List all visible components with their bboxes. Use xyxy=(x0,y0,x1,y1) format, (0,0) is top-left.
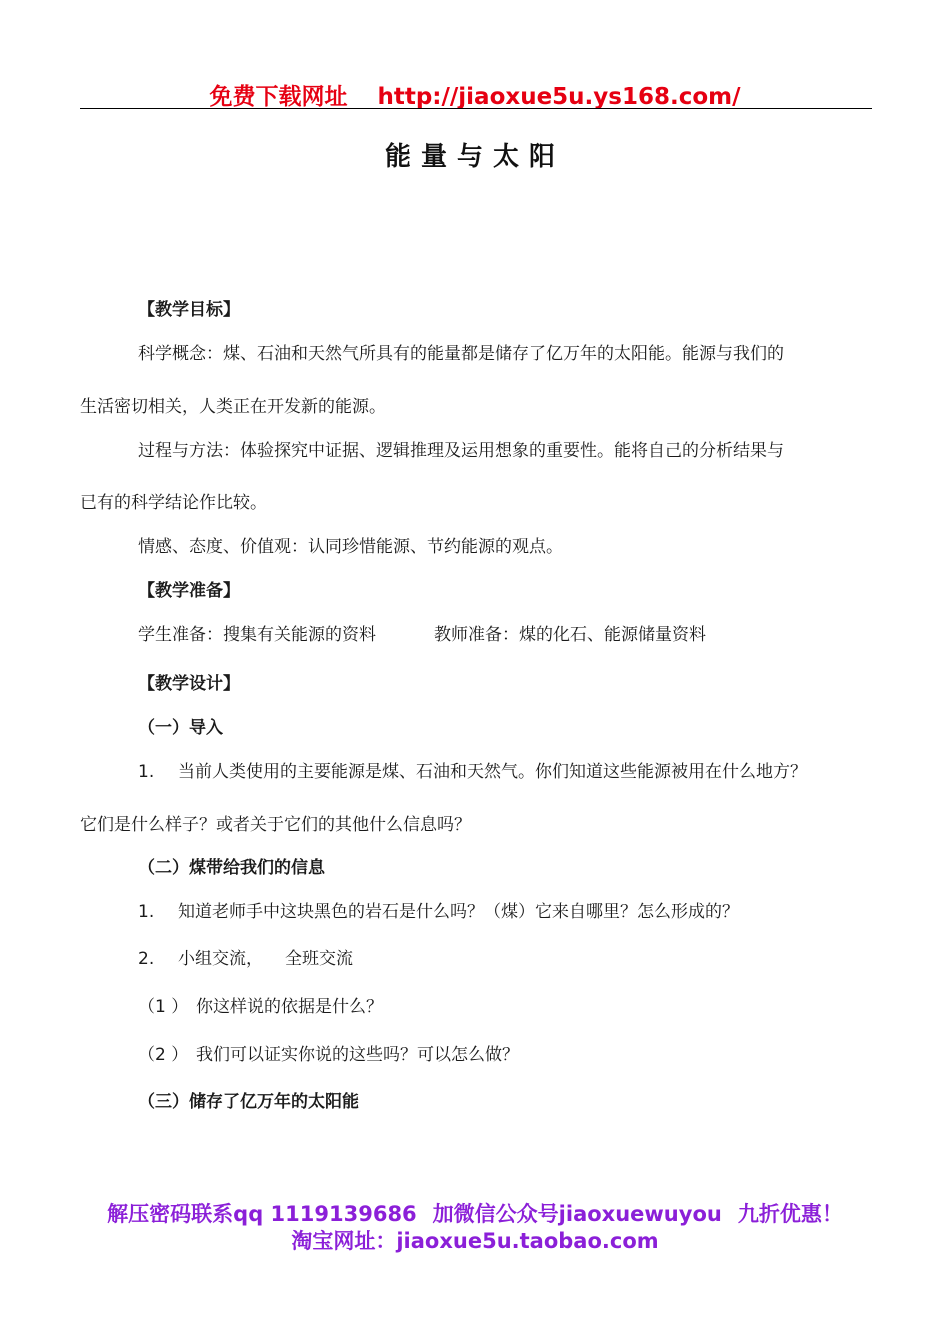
paragraph-attitude: 情感、态度、价值观：认同珍惜能源、节约能源的观点。 xyxy=(138,537,563,557)
paragraph-method-line1: 过程与方法：体验探究中证据、逻辑推理及运用想象的重要性。能将自己的分析结果与 xyxy=(138,441,784,461)
footer-contact xyxy=(0,1198,950,1228)
paragraph-concept-line1: 科学概念：煤、石油和天然气所具有的能量都是储存了亿万年的太阳能。能源与我们的 xyxy=(138,344,784,364)
prep-student: 学生准备：搜集有关能源的资料 xyxy=(138,625,376,645)
document-title: 能量与太阳 xyxy=(384,142,565,172)
header-divider xyxy=(80,108,872,109)
footer-shop-link[interactable]: 淘宝网址：jiaoxue5u.taobao.com xyxy=(291,1229,659,1253)
section-heading-goals: 【教学目标】 xyxy=(138,300,240,320)
footer-qq: qq 1119139686 xyxy=(233,1202,417,1226)
prep-line xyxy=(138,623,943,647)
subsection-solar-energy: （三）储存了亿万年的太阳能 xyxy=(138,1092,359,1112)
list-item-number: 1. xyxy=(138,902,155,922)
subsection-intro: （一）导入 xyxy=(138,718,223,738)
sub-list-text: 你这样说的依据是什么？ xyxy=(196,997,383,1017)
list-item-number: 1. xyxy=(138,762,155,782)
section-heading-design: 【教学设计】 xyxy=(138,674,240,694)
list-item xyxy=(138,760,943,784)
footer-text: 解压密码联系 xyxy=(107,1202,234,1226)
footer-discount: 九折优惠！ xyxy=(737,1202,843,1226)
subsection-coal: （二）煤带给我们的信息 xyxy=(138,858,325,878)
download-label: 免费下载网址 xyxy=(209,84,348,110)
sub-list-item xyxy=(138,995,943,1019)
sub-list-text: 我们可以证实你说的这些吗？可以怎么做？ xyxy=(196,1045,519,1065)
footer-text: 加微信公众号 xyxy=(432,1202,559,1226)
sub-list-number: （2 ） xyxy=(138,1045,189,1065)
list-item xyxy=(138,900,943,924)
list-item-number: 2. xyxy=(138,949,155,969)
list-item-text-2: 全班交流 xyxy=(285,949,353,969)
list-item-continuation: 它们是什么样子？或者关于它们的其他什么信息吗？ xyxy=(80,815,471,835)
prep-teacher: 教师准备：煤的化石、能源储量资料 xyxy=(434,625,706,645)
paragraph-method-line2: 已有的科学结论作比较。 xyxy=(80,493,267,513)
footer-wechat: jiaoxuewuyou xyxy=(558,1202,722,1226)
section-heading-prep: 【教学准备】 xyxy=(138,581,240,601)
download-header xyxy=(0,78,950,111)
list-item xyxy=(138,947,943,971)
sub-list-item xyxy=(138,1043,943,1067)
list-item-text: 小组交流， xyxy=(178,949,263,969)
list-item-text: 知道老师手中这块黑色的岩石是什么吗？（煤）它来自哪里？怎么形成的？ xyxy=(178,902,739,922)
paragraph-concept-line2: 生活密切相关，人类正在开发新的能源。 xyxy=(80,397,386,417)
download-url-link[interactable]: http://jiaoxue5u.ys168.com/ xyxy=(377,84,741,110)
list-item-text: 当前人类使用的主要能源是煤、石油和天然气。你们知道这些能源被用在什么地方？ xyxy=(178,762,807,782)
sub-list-number: （1 ） xyxy=(138,997,189,1017)
